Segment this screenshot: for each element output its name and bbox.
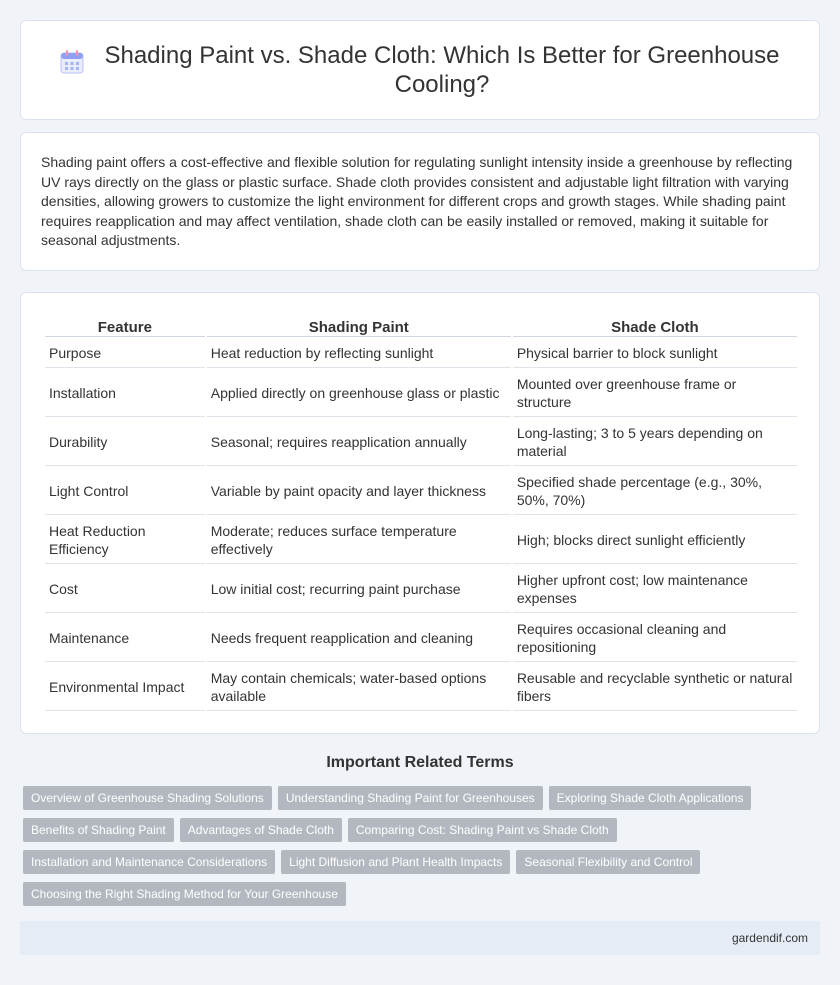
related-terms bbox=[23, 786, 823, 914]
related-term-link[interactable]: Light Diffusion and Plant Health Impacts bbox=[281, 850, 510, 874]
shading-paint-cell: May contain chemicals; water-based options available bbox=[207, 664, 511, 711]
term-row bbox=[23, 818, 823, 842]
page-title: Shading Paint vs. Shade Cloth: Which Is Better for Greenhouse Cooling? bbox=[104, 42, 780, 98]
header-feature: Feature bbox=[45, 315, 205, 337]
related-term-link[interactable]: Comparing Cost: Shading Paint vs Shade Cloth bbox=[348, 818, 617, 842]
intro-paragraph: Shading paint offers a cost-effective and flexible solution for regulating sunlight intensity inside a greenhouse by reflecting UV rays directly on the glass or plastic surface. Shade cloth provides consistent and adjustable light filtration with varying densities, allowing growers to customize the light environment for different crops and growth stages. While shading paint requires reapplication and may affect ventilation, shade cloth can be easily installed or removed, making it suitable for seasonal adjustments. bbox=[41, 154, 793, 249]
feature-cell: Cost bbox=[45, 566, 205, 613]
shading-paint-cell: Low initial cost; recurring paint purchase bbox=[207, 566, 511, 613]
title-card bbox=[20, 20, 820, 120]
shade-cloth-cell: Requires occasional cleaning and repositioning bbox=[513, 615, 797, 662]
table-row bbox=[45, 339, 797, 368]
feature-cell: Environmental Impact bbox=[45, 664, 205, 711]
intro-card bbox=[20, 132, 820, 271]
shading-paint-cell: Moderate; reduces surface temperature effectively bbox=[207, 517, 511, 564]
comparison-table-card bbox=[20, 292, 820, 734]
feature-cell: Heat Reduction Efficiency bbox=[45, 517, 205, 564]
feature-cell: Purpose bbox=[45, 339, 205, 368]
shade-cloth-cell: Mounted over greenhouse frame or structure bbox=[513, 370, 797, 417]
footer bbox=[20, 921, 820, 955]
related-term-link[interactable]: Benefits of Shading Paint bbox=[23, 818, 174, 842]
table-row bbox=[45, 566, 797, 613]
feature-cell: Installation bbox=[45, 370, 205, 417]
shading-paint-cell: Needs frequent reapplication and cleaning bbox=[207, 615, 511, 662]
related-term-link[interactable]: Exploring Shade Cloth Applications bbox=[549, 786, 752, 810]
table-row bbox=[45, 468, 797, 515]
shading-paint-cell: Applied directly on greenhouse glass or plastic bbox=[207, 370, 511, 417]
table-row bbox=[45, 664, 797, 711]
shade-cloth-cell: High; blocks direct sunlight efficiently bbox=[513, 517, 797, 564]
title-wrap bbox=[18, 41, 822, 99]
term-row bbox=[23, 850, 823, 874]
shade-cloth-cell: Specified shade percentage (e.g., 30%, 50%, 70%) bbox=[513, 468, 797, 515]
feature-cell: Durability bbox=[45, 419, 205, 466]
table-row bbox=[45, 517, 797, 564]
comparison-table bbox=[43, 313, 799, 713]
related-term-link[interactable]: Seasonal Flexibility and Control bbox=[516, 850, 700, 874]
related-terms-heading: Important Related Terms bbox=[326, 754, 514, 771]
term-row bbox=[23, 786, 823, 810]
feature-cell: Maintenance bbox=[45, 615, 205, 662]
shade-cloth-cell: Long-lasting; 3 to 5 years depending on material bbox=[513, 419, 797, 466]
shading-paint-cell: Heat reduction by reflecting sunlight bbox=[207, 339, 511, 368]
related-term-link[interactable]: Understanding Shading Paint for Greenhouses bbox=[278, 786, 543, 810]
term-row bbox=[23, 882, 823, 906]
related-term-link[interactable]: Overview of Greenhouse Shading Solutions bbox=[23, 786, 272, 810]
header-shade-cloth: Shade Cloth bbox=[513, 315, 797, 337]
table-row bbox=[45, 419, 797, 466]
table-header-row bbox=[45, 315, 797, 337]
related-term-link[interactable]: Choosing the Right Shading Method for Your Greenhouse bbox=[23, 882, 346, 906]
table-row bbox=[45, 615, 797, 662]
shading-paint-cell: Variable by paint opacity and layer thickness bbox=[207, 468, 511, 515]
shading-paint-cell: Seasonal; requires reapplication annually bbox=[207, 419, 511, 466]
footer-site-link[interactable]: gardendif.com bbox=[731, 931, 808, 945]
header-shading-paint: Shading Paint bbox=[207, 315, 511, 337]
shade-cloth-cell: Physical barrier to block sunlight bbox=[513, 339, 797, 368]
feature-cell: Light Control bbox=[45, 468, 205, 515]
related-term-link[interactable]: Advantages of Shade Cloth bbox=[180, 818, 342, 842]
shade-cloth-cell: Reusable and recyclable synthetic or natural fibers bbox=[513, 664, 797, 711]
table-row bbox=[45, 370, 797, 417]
related-term-link[interactable]: Installation and Maintenance Considerations bbox=[23, 850, 275, 874]
calendar-icon bbox=[58, 48, 86, 76]
shade-cloth-cell: Higher upfront cost; low maintenance expenses bbox=[513, 566, 797, 613]
